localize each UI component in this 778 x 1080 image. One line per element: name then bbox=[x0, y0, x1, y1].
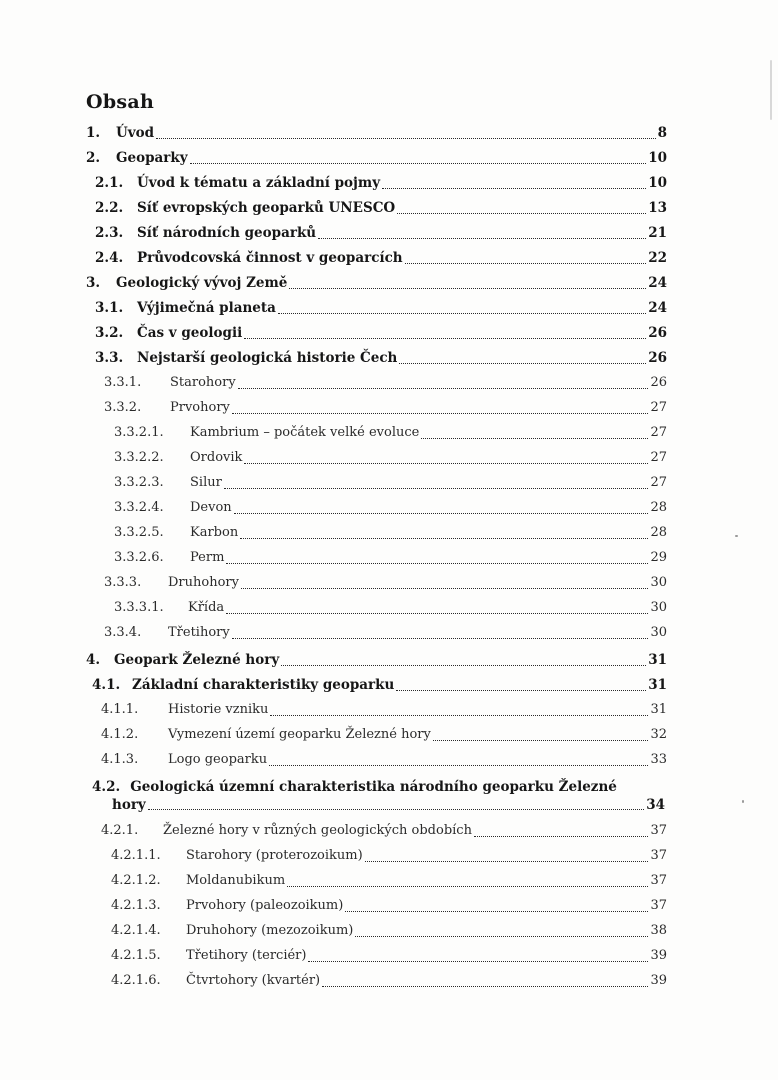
toc-entry[interactable] bbox=[101, 726, 667, 744]
leader-dots bbox=[322, 986, 648, 987]
toc-entry[interactable] bbox=[114, 499, 667, 517]
toc-entry-page: 28 bbox=[650, 525, 667, 540]
leader-dots bbox=[281, 665, 646, 666]
leader-dots bbox=[148, 809, 644, 810]
toc-entry-text: Starohory (proterozoikum) bbox=[186, 848, 363, 863]
toc-entry-page: 37 bbox=[650, 848, 667, 863]
toc-entry-text: Historie vzniku bbox=[168, 702, 269, 717]
toc-entry-text: Základní charakteristiky geoparku bbox=[132, 677, 395, 693]
toc-entry-text: Třetihory bbox=[168, 625, 230, 640]
toc-entry-page: 26 bbox=[648, 325, 667, 341]
toc-entry[interactable] bbox=[95, 174, 667, 192]
toc-entry-page: 13 bbox=[648, 200, 667, 216]
toc-entry-text: Starohory bbox=[170, 375, 236, 390]
leader-dots bbox=[234, 513, 649, 514]
toc-entry-page: 34 bbox=[646, 797, 665, 813]
toc-entry-page: 38 bbox=[650, 923, 667, 938]
toc-entry-page: 30 bbox=[650, 625, 667, 640]
toc-entry-page: 28 bbox=[650, 500, 667, 515]
toc-entry[interactable] bbox=[114, 599, 667, 617]
toc-entry-text: Perm bbox=[190, 550, 225, 565]
leader-dots bbox=[278, 313, 646, 314]
toc-entry-number: 3.3.3.1. bbox=[114, 600, 164, 615]
toc-entry-text: Geologická územní charakteristika národního geoparku Železné bbox=[130, 779, 617, 795]
leader-dots bbox=[241, 588, 648, 589]
toc-entry[interactable] bbox=[101, 751, 667, 769]
toc-entry-page: 10 bbox=[648, 175, 667, 191]
toc-entry-page: 31 bbox=[650, 702, 667, 717]
toc-entry-text: Ordovik bbox=[190, 450, 243, 465]
toc-entry[interactable] bbox=[86, 274, 667, 292]
toc-entry-number: 4.1.3. bbox=[101, 752, 139, 767]
toc-title: Obsah bbox=[86, 91, 155, 113]
toc-entry-page: 27 bbox=[650, 425, 667, 440]
toc-entry[interactable] bbox=[111, 947, 667, 965]
toc-entry-text: Třetihory (terciér) bbox=[186, 948, 307, 963]
toc-entry-text: Druhohory bbox=[168, 575, 239, 590]
toc-entry-number: 3.3.2.3. bbox=[114, 475, 164, 490]
leader-dots bbox=[269, 765, 648, 766]
toc-entry[interactable] bbox=[114, 474, 667, 492]
toc-entry-page: 30 bbox=[650, 575, 667, 590]
toc-entry-number: 3.1. bbox=[95, 300, 124, 316]
toc-entry-page: 31 bbox=[648, 677, 667, 693]
toc-entry-text: Železné hory v různých geologických obdobích bbox=[163, 823, 472, 838]
leader-dots bbox=[240, 538, 648, 539]
toc-entry-text: Prvohory bbox=[170, 400, 230, 415]
toc-entry-text: Výjimečná planeta bbox=[137, 300, 276, 316]
toc-entry-number: 4.2.1. bbox=[101, 823, 139, 838]
toc-entry[interactable] bbox=[114, 524, 667, 542]
toc-entry-page: 37 bbox=[650, 823, 667, 838]
toc-entry-text: Čtvrtohory (kvartér) bbox=[186, 973, 321, 988]
leader-dots bbox=[318, 238, 646, 239]
toc-entry[interactable] bbox=[95, 199, 667, 217]
toc-entry[interactable] bbox=[104, 399, 667, 417]
toc-entry-text: Kambrium – počátek velké evoluce bbox=[190, 425, 420, 440]
toc-entry-number: 4.1. bbox=[92, 677, 121, 693]
toc-entry-number: 4.1.2. bbox=[101, 727, 139, 742]
leader-dots bbox=[156, 138, 656, 139]
toc-entry-number: 2. bbox=[86, 150, 101, 166]
toc-entry-page: 26 bbox=[648, 350, 667, 366]
toc-entry-text: Prvohory (paleozoikum) bbox=[186, 898, 344, 913]
toc-entry-number: 3.3.4. bbox=[104, 625, 142, 640]
toc-entry-number: 3.3.2.2. bbox=[114, 450, 164, 465]
toc-entry-page: 21 bbox=[648, 225, 667, 241]
toc-entry-text: Křída bbox=[188, 600, 225, 615]
toc-entry-number: 3.3.1. bbox=[104, 375, 142, 390]
toc-entry[interactable] bbox=[95, 349, 667, 367]
toc-entry-page: 24 bbox=[648, 275, 667, 291]
leader-dots bbox=[226, 563, 648, 564]
leader-dots bbox=[396, 690, 646, 691]
toc-entry[interactable] bbox=[95, 324, 667, 342]
leader-dots bbox=[474, 836, 649, 837]
toc-entry[interactable] bbox=[111, 897, 667, 915]
toc-entry-number: 3.2. bbox=[95, 325, 124, 341]
toc-entry-text: hory bbox=[112, 797, 146, 813]
toc-entry-number: 4.2.1.1. bbox=[111, 848, 161, 863]
toc-entry-text: Karbon bbox=[190, 525, 239, 540]
toc-entry-text: Úvod bbox=[116, 125, 155, 141]
toc-entry[interactable] bbox=[101, 701, 667, 719]
toc-entry-number: 3.3. bbox=[95, 350, 124, 366]
leader-dots bbox=[226, 613, 648, 614]
toc-entry-number: 4.1.1. bbox=[101, 702, 139, 717]
toc-entry-number: 3.3.3. bbox=[104, 575, 142, 590]
toc-entry-page: 39 bbox=[650, 973, 667, 988]
leader-dots bbox=[345, 911, 648, 912]
leader-dots bbox=[355, 936, 648, 937]
toc-entry-number: 2.1. bbox=[95, 175, 124, 191]
toc-entry[interactable] bbox=[86, 149, 667, 167]
toc-entry-number: 4.2.1.2. bbox=[111, 873, 161, 888]
toc-entry-number: 4.2.1.4. bbox=[111, 923, 161, 938]
leader-dots bbox=[399, 363, 646, 364]
scan-speck bbox=[735, 535, 738, 537]
leader-dots bbox=[232, 413, 649, 414]
toc-entry-number: 4. bbox=[86, 652, 101, 668]
toc-entry-number: 3. bbox=[86, 275, 101, 291]
toc-entry-number: 3.3.2.4. bbox=[114, 500, 164, 515]
toc-entry-text: Geoparky bbox=[116, 150, 188, 166]
toc-entry[interactable] bbox=[86, 651, 667, 669]
toc-entry-number: 4.2.1.3. bbox=[111, 898, 161, 913]
toc-entry-page: 22 bbox=[648, 250, 667, 266]
toc-entry-page: 27 bbox=[650, 475, 667, 490]
leader-dots bbox=[365, 861, 649, 862]
leader-dots bbox=[244, 338, 646, 339]
leader-dots bbox=[270, 715, 648, 716]
toc-entry[interactable] bbox=[104, 574, 667, 592]
toc-entry-page: 37 bbox=[650, 898, 667, 913]
toc-entry[interactable] bbox=[114, 549, 667, 567]
toc-entry-4-2[interactable] bbox=[92, 777, 665, 797]
toc-entry-text: Průvodcovská činnost v geoparcích bbox=[137, 250, 403, 266]
toc-entry[interactable] bbox=[92, 676, 667, 694]
toc-entry-4-2-continued[interactable] bbox=[112, 797, 665, 813]
toc-entry[interactable] bbox=[95, 299, 667, 317]
leader-dots bbox=[397, 213, 646, 214]
toc-entry[interactable] bbox=[111, 847, 667, 865]
leader-dots bbox=[287, 886, 648, 887]
toc-entry-text: Druhohory (mezozoikum) bbox=[186, 923, 354, 938]
toc-entry[interactable] bbox=[111, 922, 667, 940]
toc-entry[interactable] bbox=[95, 224, 667, 242]
leader-dots bbox=[433, 740, 649, 741]
toc-entry[interactable] bbox=[104, 624, 667, 642]
toc-entry-number: 2.3. bbox=[95, 225, 124, 241]
leader-dots bbox=[308, 961, 648, 962]
toc-entry-text: Geologický vývoj Země bbox=[116, 275, 288, 291]
toc-entry-number: 1. bbox=[86, 125, 101, 141]
toc-entry-page: 27 bbox=[650, 450, 667, 465]
toc-entry-page: 27 bbox=[650, 400, 667, 415]
toc-entry-text: Síť národních geoparků bbox=[137, 225, 317, 241]
leader-dots bbox=[232, 638, 649, 639]
toc-entry-number: 4.2.1.6. bbox=[111, 973, 161, 988]
toc-entry-text: Logo geoparku bbox=[168, 752, 268, 767]
toc-entry-number: 3.3.2.6. bbox=[114, 550, 164, 565]
toc-entry[interactable] bbox=[114, 449, 667, 467]
toc-entry-number: 2.2. bbox=[95, 200, 124, 216]
toc-entry-text: Moldanubikum bbox=[186, 873, 286, 888]
toc-entry-text: Čas v geologii bbox=[137, 325, 243, 341]
toc-entry-text: Silur bbox=[190, 475, 222, 490]
scan-speck bbox=[770, 60, 772, 120]
toc-entry-number: 3.3.2.1. bbox=[114, 425, 164, 440]
toc-entry-text: Nejstarší geologická historie Čech bbox=[137, 350, 398, 366]
toc-entry[interactable] bbox=[86, 124, 667, 142]
toc-entry-number: 4.2. bbox=[92, 779, 121, 795]
toc-entry-text: Síť evropských geoparků UNESCO bbox=[137, 200, 396, 216]
leader-dots bbox=[289, 288, 646, 289]
leader-dots bbox=[238, 388, 649, 389]
toc-entry-number: 2.4. bbox=[95, 250, 124, 266]
toc-entry-page: 8 bbox=[657, 125, 667, 141]
toc-entry-page: 37 bbox=[650, 873, 667, 888]
toc-entry-text: Geopark Železné hory bbox=[114, 652, 280, 668]
toc-entry-page: 32 bbox=[650, 727, 667, 742]
toc-entry-number: 3.3.2.5. bbox=[114, 525, 164, 540]
toc-entry-page: 10 bbox=[648, 150, 667, 166]
scan-speck bbox=[742, 800, 744, 803]
toc-entry[interactable] bbox=[111, 972, 667, 990]
toc-entry[interactable] bbox=[111, 872, 667, 890]
toc-entry-page: 24 bbox=[648, 300, 667, 316]
toc-entry[interactable] bbox=[114, 424, 667, 442]
toc-entry-text: Úvod k tématu a základní pojmy bbox=[137, 175, 381, 191]
leader-dots bbox=[244, 463, 648, 464]
toc-entry[interactable] bbox=[95, 249, 667, 267]
toc-entry-page: 29 bbox=[650, 550, 667, 565]
leader-dots bbox=[405, 263, 647, 264]
toc-entry[interactable] bbox=[101, 822, 667, 840]
leader-dots bbox=[421, 438, 648, 439]
leader-dots bbox=[190, 163, 647, 164]
toc-entry-page: 31 bbox=[648, 652, 667, 668]
toc-entry-page: 39 bbox=[650, 948, 667, 963]
toc-entry-page: 30 bbox=[650, 600, 667, 615]
leader-dots bbox=[382, 188, 646, 189]
toc-entry-text: Devon bbox=[190, 500, 232, 515]
toc-entry-page: 33 bbox=[650, 752, 667, 767]
toc-entry-text: Vymezení území geoparku Železné hory bbox=[168, 727, 431, 742]
leader-dots bbox=[224, 488, 649, 489]
toc-entry-number: 3.3.2. bbox=[104, 400, 142, 415]
toc-entry-page: 26 bbox=[650, 375, 667, 390]
toc-entry-number: 4.2.1.5. bbox=[111, 948, 161, 963]
toc-entry[interactable] bbox=[104, 374, 667, 392]
